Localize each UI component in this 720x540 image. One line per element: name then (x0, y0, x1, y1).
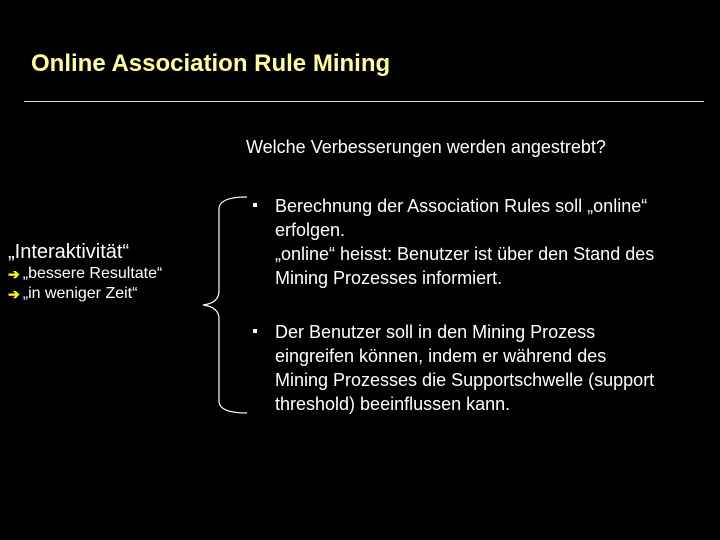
title-divider (24, 101, 704, 102)
left-summary (8, 240, 162, 304)
bullet-2-line-3: Mining Prozesses die Supportschwelle (support (275, 370, 655, 390)
square-bullet-icon (253, 329, 257, 333)
left-line-1 (8, 264, 162, 284)
bullet-1-line-2: erfolgen. (275, 220, 346, 240)
bullet-list (250, 194, 710, 416)
left-line-2-text: „in weniger Zeit“ (22, 285, 138, 302)
bullet-1-line-4: Mining Prozesses informiert. (275, 268, 503, 288)
left-line-2 (8, 284, 162, 304)
bullet-2-line-4: threshold) beeinflussen kann. (275, 394, 511, 414)
slide-title: Online Association Rule Mining (31, 50, 391, 77)
bullet-2-line-2: eingreifen können, indem er während des (275, 346, 607, 366)
left-line-1-text: „bessere Resultate“ (22, 265, 163, 282)
square-bullet-icon (253, 203, 257, 207)
question-text: Welche Verbesserungen werden angestrebt? (246, 137, 606, 157)
bullet-item-2 (250, 320, 710, 416)
bullet-2-line-1: Der Benutzer soll in den Mining Prozess (275, 322, 596, 342)
curly-brace (195, 195, 255, 415)
interactivity-heading: „Interaktivität“ (8, 241, 130, 263)
right-arrow-icon: ➔ (8, 286, 20, 302)
bullet-1-line-3: „online“ heisst: Benutzer ist über den Stand des (275, 244, 655, 264)
right-arrow-icon: ➔ (8, 266, 20, 282)
bullet-1-line-1: Berechnung der Association Rules soll „online“ (275, 196, 648, 216)
bullet-item-1 (250, 194, 710, 290)
